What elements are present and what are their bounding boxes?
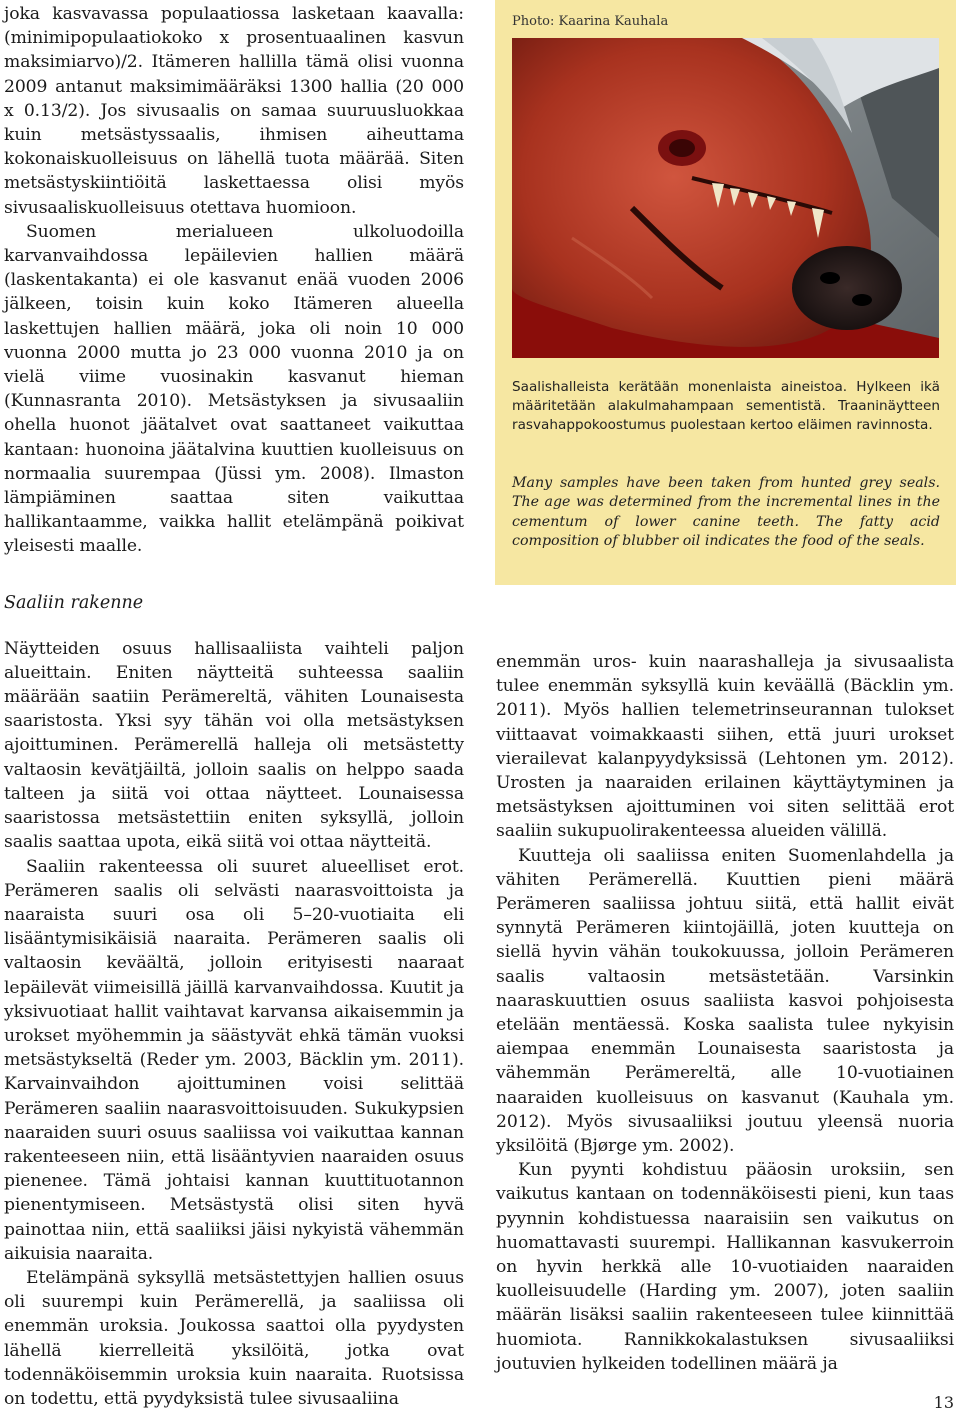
caption-finnish: Saalishalleista kerätään monenlaista aineistoa. Hylkeen ikä määritetään alakulmahampaan sementistä. Traaninäytteen rasvahappokoostumus puolestaan kertoo eläimen ravinnosta. xyxy=(512,379,940,434)
figure-box xyxy=(495,0,956,585)
seal-photo xyxy=(512,38,939,358)
seal-head-image xyxy=(512,38,939,358)
page-number: 13 xyxy=(933,1393,954,1412)
paragraph: Suomen merialueen ulkoluodoilla karvanvaihdossa lepäilevien hallien määrä (laskentakanta) ei ole kasvanut enää vuoden 2006 jälkeen, toisin kuin koko Itämeren alueella laskettujen hallien määrä, joka oli noin 10 000 vuonna 2000 mutta jo 23 000 vuonna 2010 ja on vielä viime vuosinakin kasvanut hieman (Kunnasranta 2010). Metsästyksen ja sivusaaliin ohella huonot jäätalvet ovat saattaneet vaikuttaa kantaan: huonoina jäätalvina kuuttien kuolleisuus on normaalia suurempaa (Jüssi ym. 2008). Ilmaston lämpiäminen saattaa siten vaikuttaa hallikantaamme, vaikka hallit etelämpänä poikivat yleisesti maalle. xyxy=(4,221,464,557)
right-column xyxy=(496,650,954,1376)
paragraph: enemmän uros- kuin naarashalleja ja sivusaalista tulee enemmän syksyllä kuin keväällä (Bäcklin ym. 2011). Myös hallien telemetrinseurannan tulokset viittaavat voimakkaasti siihen, että juuri urokset vierailevat kalanpyydyksissä (Lehtonen ym. 2012). Urosten ja naaraiden erilainen käyttäytyminen ja metsästyksen ajoittuminen voi siten selittää erot saaliin sukupuolirakenteessa alueiden välillä. xyxy=(496,652,954,842)
paragraph: Saaliin rakenteessa oli suuret alueelliset erot. Perämeren saalis oli selvästi naarasvoittoista ja naaraista suuri osa oli 5–20-vuotiaita eli lisääntymisikäisiä naaraita. Perämeren saalis oli valtaosin keväältä, jolloin erityisesti naaraat lepäilevät viimeisillä jäillä karvanvaihdossa. Kuutit ja yksivuotiaat hallit vaihtavat karvansa aikaisemmin ja urokset myöhemmin ja säästyvät ehkä tämän vuoksi metsästykseltä (Reder ym. 2003, Bäcklin ym. 2011). Karvainvaihdon ajoittuminen voisi selittää Perämeren saaliin naarasvoittoisuuden. Sukukypsien naaraiden suuri osuus saaliissa voi vaikuttaa kannan rakenteeseen niin, että lisääntyvien naaraiden osuus pienenee. Tämä johtaisi kannan kuuttituotannon pienentymiseen. Metsästystä olisi siten hyvä painottaa niin, että saaliiksi jäisi nykyistä vähemmän aikuisia naaraita. xyxy=(4,856,464,1264)
paragraph: Näytteiden osuus hallisaaliista vaihteli paljon alueittain. Eniten näytteitä suhteessa saaliin määrään saatiin Perämereltä, vähiten Lounaisesta saaristosta. Yksi syy tähän voi olla metsästyksen ajoittuminen. Perämerellä halleja oli metsästetty valtaosin kevätjäiltä, jolloin saalis on helppo saada talteen ja siitä voi ottaa näytteet. Lounaisessa saaristossa metsästettiin eniten syksyllä, jolloin saalis saattaa upota, eikä siitä voi ottaa näytteitä. xyxy=(4,638,464,853)
paragraph: Etelämpänä syksyllä metsästettyjen hallien osuus oli suurempi kuin Perämerellä, ja saaliissa oli enemmän uroksia. Joukossa saattoi olla pyydysten lähellä kierrelleitä yksilöitä, jotka ovat todennäköisemmin uroksia kuin naaraita. Ruotsissa on todettu, että pyydyksistä tulee sivusaaliina xyxy=(4,1267,464,1409)
photo-credit: Photo: Kaarina Kauhala xyxy=(512,14,669,29)
caption-english: Many samples have been taken from hunted grey seals. The age was determined from the incremental lines in the cementum of lower canine teeth. The fatty acid composition of blubber oil indicates the food of the seals. xyxy=(512,475,940,550)
left-column xyxy=(4,2,464,1411)
paragraph: Kun pyynti kohdistuu pääosin uroksiin, sen vaikutus kantaan on todennäköisesti pieni, kun taas pyynnin kohdistuessa naaraisiin sen vaikutus on huomattavasti suurempi. Hallikannan kasvukerroin on hyvin herkkä alle 10-vuotiaiden naaraiden kuolleisuudelle (Harding ym. 2007), joten saaliin määrän lisäksi saaliin rakenteeseen tulee kiinnittää huomiota. Rannikkokalastuksen sivusaaliiksi joutuvien hylkeiden todellinen määrä ja xyxy=(496,1160,954,1374)
paragraph: joka kasvavassa populaatiossa lasketaan kaavalla: (minimipopulaatiokoko x prosentuaalinen kasvun maksimiarvo)/2. Itämeren hallilla tämä olisi vuonna 2009 antanut maksimimääräksi 1300 hallia (20 000 x 0.13/2). Jos sivusaalis on samaa suuruusluokkaa kuin metsästyssaalis, ihmisen aiheuttama kokonaiskuolleisuus on lähellä tuota määrää. Siten metsästyskiintiöitä laskettaessa olisi myös sivusaaliskuolleisuus otettava huomioon. xyxy=(4,4,464,218)
section-heading: Saaliin rakenne xyxy=(4,592,144,613)
paragraph: Kuutteja oli saaliissa eniten Suomenlahdella ja vähiten Perämerellä. Kuuttien pieni määrä Perämeren saaliissa johtuu siitä, että hallit eivät synnytä Perämeren kiintojäillä, joten kuutteja on siellä hyvin vähän toukokuussa, jolloin Perämeren saalis valtaosin metsästetään. Varsinkin naaraskuuttien osuus saaliista kasvoi pohjoisesta etelään mentäessä. Koska saalista tulee nykyisin aiempaa enemmän Lounaisesta saaristosta ja vähemmän Perämereltä, alle 10-vuotiainen naaraiden kuolleisuus on kasvanut (Kauhala ym. 2012). Myös sivusaaliiksi joutuu yleensä nuoria yksilöitä (Bjørge ym. 2002). xyxy=(496,845,954,1157)
